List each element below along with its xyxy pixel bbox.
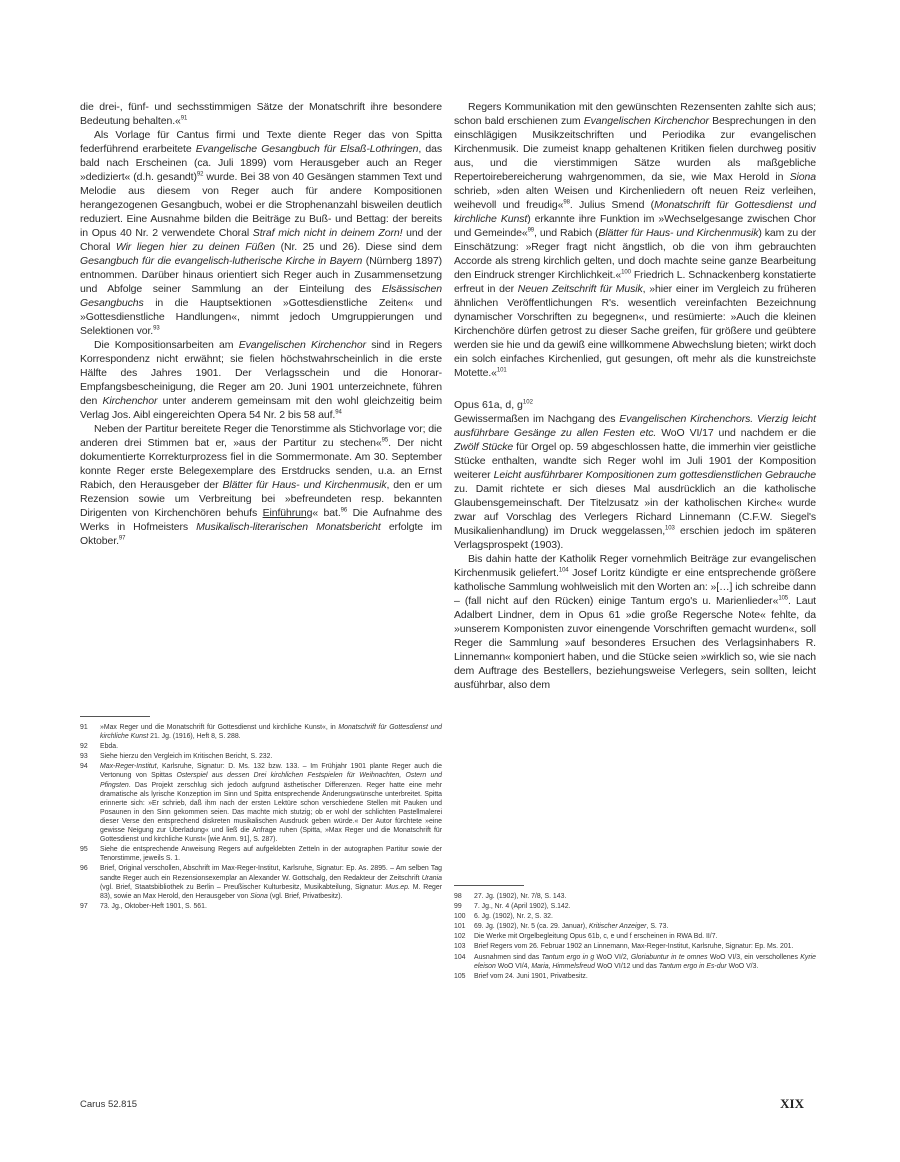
left-text-column <box>80 100 442 548</box>
paragraph: Gewissermaßen im Nachgang des Evangelischen Kirchenchors. Vierzig leicht ausführbare Gesänge zu allen Festen etc. WoO VI/17 und nachdem er die Zwölf Stücke für Orgel op. 59 abgeschlossen hatte, die immerhin vier geistliche Stücke enthalten, wandte sich Reger wohl im Juli 1901 der Komposition weiterer Leicht ausführbarer Kompositionen zum gottesdienstlichen Gebrauche zu. Damit richtete er sich dieses Mal ausdrücklich an die katholische Glaubensgemeinschaft. Der Titelzusatz »in der katholischen Kirche« wurde zwar auf Vorschlag des Verlegers Richard Linnemann (C.F.W. Siegel's Musikalienhandlung) im Druck weggelassen,$^{103}$ erschien jedoch im späteren Verlagsprospekt (1903). <box>454 413 816 551</box>
footnote: 91 »Max Reger und die Monatschrift für Gottesdienst und kirchliche Kunst«, in Monatschrift für Gottesdienst und kirchliche Kunst 21. Jg. (1916), Heft 8, S. 288. <box>80 724 442 741</box>
paragraph: Als Vorlage für Cantus firmi und Texte diente Reger das von Spitta federführend erarbeitete Evangelische Gesangbuch für Elsaß-Lothringen, das bald nach Erscheinen (ca. Juli 1899) vom Herausgeber auch an Reger »dediziert« (d.h. gesandt)$^{92}$ wurde. Bei 38 von 40 Gesängen stammen Text und Melodie aus diesem von Reger auch für andere Kompositionen herangezogenen Gesangbuch, wobei er die Strophenanzahl bisweilen deutlich reduziert. Eine Ausnahme bilden die Beiträge zu Buß- und Bettag: der bereits in Opus 40 Nr. 2 verwendete Choral Straf mich nicht in deinem Zorn! und der Choral Wir liegen hier zu deinen Füßen (Nr. 25 und 26). Diese sind dem Gesangbuch für die evangelisch-lutherische Kirche in Bayern (Nürnberg 1897) entnommen. Darüber hinaus orientiert sich Reger auch in Zusammensetzung und Abfolge seiner Sammlung an der Einteilung des Elsässischen Gesangbuchs in die Hauptsektionen »Gottesdienstliche Zeiten« und »Gottesdienstliche Handlungen«, nimmt jedoch Umgruppierungen und Selektionen vor.$^{93}$ <box>80 129 443 337</box>
publisher-catalog-number: Carus 52.815 <box>80 1099 138 1110</box>
footnote: 96 Brief, Original verschollen, Abschrift im Max-Reger-Institut, Karlsruhe, Signatur: Ep. As. 2895. – Am selben Tag sandte Reger auch ein Rezensionsexemplar an Alexander W. Gottschalg, den Redakteur der Zeitschrift Urania (vgl. Brief, Staatsbibliothek zu Berlin – Preußischer Kulturbesitz, Musikabteilung, Signatur: Mus.ep. M. Reger 83), sowie an Max Herold, den Herausgeber von Siona (vgl. Brief, Privatbesitz). <box>80 865 442 900</box>
footnote: 95 Siehe die entsprechende Anweisung Regers auf aufgeklebten Zetteln in der autographen Partitur sowie der Tenorstimme, jeweils S. 1. <box>80 846 442 863</box>
paragraph: Die Kompositionsarbeiten am Evangelischen Kirchenchor sind in Regers Korrespondenz nicht erwähnt; sie fielen höchstwahrscheinlich in die erste Hälfte des Jahres 1901. Der Verlagsschein und die Honorar-Empfangsbescheinigung, die Reger am 20. Juni 1901 unterzeichnete, führen den Kirchenchor unter anderem gemeinsam mit den wohl gleichzeitig beim Verlag Jos. Aibl eingereichten Opera 54 Nr. 2 bis 58 auf.$^{94}$ <box>80 339 442 421</box>
right-text-column <box>454 100 816 692</box>
footnote: 103 Brief Regers vom 26. Februar 1902 an Linnemann, Max-Reger-Institut, Karlsruhe, Signatur: Ep. Ms. 201. <box>454 943 794 951</box>
footnote: 105 Brief vom 24. Juni 1901, Privatbesitz. <box>454 972 588 980</box>
footnote: 97 73. Jg., Oktober-Heft 1901, S. 561. <box>80 902 207 910</box>
footnotes-right <box>454 885 816 982</box>
footnote: 102 Die Werke mit Orgelbegleitung Opus 61b, c, e und f erscheinen in RWA Bd. II/7. <box>454 933 718 941</box>
paragraph: die drei-, fünf- und sechsstimmigen Sätze der Monatschrift ihre besondere Bedeutung behalten.«$^{91}$ <box>80 101 442 127</box>
paragraph: Regers Kommunikation mit den gewünschten Rezensenten zahlte sich aus; schon bald erschienen zum Evangelischen Kirchenchor Besprechungen in den einschlägigen Musikzeitschriften und Periodika zur evangelischen Kirchenmusik. Die zumeist knapp gehaltenen Kritiken fielen durchweg positiv aus, und die vierstimmigen Sätze wurden als maßgebliche Repertoirebereicherung wahrgenommen, da sie, wie Max Herold in Siona schrieb, »den alten Weisen und Kirchenliedern oft neuen Reiz verleihen, weihevoll und freudig«$^{98}$. Julius Smend (Monatschrift für Gottesdienst und kirchliche Kunst) erkannte ihre Funktion im »Wechselgesange zwischen Chor und Gemeinde«$^{99}$, und Rabich (Blätter für Haus- und Kirchenmusik) kam zu der Einschätzung: »Reger fragt nicht ängstlich, ob die von ihm gebrauchten Accorde als streng kirchlich gelten, und doch machte seine ganze Bearbeitung den Eindruck strenger Kirchlichkeit.«$^{100}$ Friedrich L. Schnackenberg konstatierte erfreut in der Neuen Zeitschrift für Musik, »hier einer im Vergleich zu früheren ähnlichen Veröffentlichungen R's. wesentlich vereinfachten Bezeichnung dynamischer Vorschriften zu begegnen«, und resümierte: »Auch die kleinen Kirchenchöre dürfen getrost zu dieser Sache greifen, für größere und geübtere werden sie hie und da gewiß eine willkommene Abwechslung bieten; wirkt doch ein solch einfaches Kirchenlied, gut gesungen, oft mehr als die kunstreichste Motette.«$^{101}$ <box>454 101 817 379</box>
footnote: 98 27. Jg. (1902), Nr. 7/8, S. 143. <box>454 893 567 900</box>
footnote: 93 Siehe hierzu den Vergleich im Kritischen Bericht, S. 232. <box>80 753 273 761</box>
footnote: 94 Max-Reger-Institut, Karlsruhe, Signatur: D. Ms. 132 bzw. 133. – Im Frühjahr 1901 plante Reger auch die Vertonung von Spittas Osterspiel aus dessen Drei kirchlichen Festspielen für Weihnachten, Ostern und Pfingsten. Das Projekt zerschlug sich jedoch aufgrund ästhetischer Differenzen. Reger hatte eine mehr dramatische als lyrische Konzeption im Sinn und Spitta entsprechende Änderungswünsche unterbreitet. Spitta erinnerte sich: »Er schrieb, daß ihm nach der ersten Lektüre schon verschiedene Stellen mit Pauken und Posaunen in den Sinn gekommen seien. Das machte mich stutzig; ob er wohl der schlichten Pastellmalerei dieser Verse den entsprechend diskreten musikalischen Ausdruck geben würde.« Der Autor fürchtete »eine gewisse Neigung zur Überladung« und ließ die Anfrage ruhen (Spitta, »Max Reger und die Monatschrift für Gottesdienst und kirchliche Kunst« [wie Anm. 91], S. 287). <box>80 763 442 844</box>
paragraph: Bis dahin hatte der Katholik Reger vornehmlich Beiträge zur evangelischen Kirchenmusik geliefert.$^{104}$ Josef Loritz kündigte er eine entsprechende größere katholische Sammlung wohlweislich mit den Worten an: »[…] ich schreibe dann – (fall nicht auf den Rücken) einige Tantum ergo's u. Marienlieder«$^{105}$. Laut Adalbert Lindner, dem in Opus 61 »die große Regersche Note« fehlte, da »unserem Komponisten zuvor einengende Vorschriften gemacht wurden«, soll Reger die Sammlung »auf besonderes Ersuchen des Verlagsinhabers R. Linnemann« komponiert haben, und die Stücke seien »wirklich so, wie sie nach dem Auftrage des Bestellers, beziehungsweise Verlegers, sein sollten, leicht ausführbar, also dem <box>454 553 816 691</box>
footnote: 92 Ebda. <box>80 743 119 751</box>
page-number: XIX <box>780 1096 804 1111</box>
footnotes-left <box>80 716 442 912</box>
footnote: 101 69. Jg. (1902), Nr. 5 (ca. 29. Januar), Kritischer Anzeiger, S. 73. <box>454 923 669 931</box>
paragraph: Neben der Partitur bereitete Reger die Tenorstimme als Stichvorlage vor; die anderen drei Stimmen bat er, »aus der Partitur zu stechen«$^{95}$. Der nicht dokumentierte Korrekturprozess fiel in die Sommermonate. Am 30. September konnte Reger erste Belegexemplare des Erstdrucks senden, u.a. an Ernst Rabich, den Herausgeber der Blätter für Haus- und Kirchenmusik, den er um Rezension sowie um Verbreitung bei »befreundeten resp. bekannten Dirigenten von Kirchenchören behufs Einführung« bat.$^{96}$ Die Aufnahme des Werks in Hofmeisters Musikalisch-literarischen Monatsbericht erfolgte im Oktober.$^{97}$ <box>80 423 443 547</box>
footnote: 100 6. Jg. (1902), Nr. 2, S. 32. <box>454 913 553 921</box>
section-heading: Opus 61a, d, $g^{102}$ <box>454 399 533 411</box>
footnote: 99 7. Jg., Nr. 4 (April 1902), S.142. <box>454 903 571 911</box>
footnote-rule <box>454 885 524 886</box>
footnote: 104 Ausnahmen sind das Tantum ergo in g WoO VI/2, Gloriabuntur in te omnes WoO VI/3, ein verschollenes Kyrie eleison WoO VI/4, Maria, Himmelsfreud WoO VI/12 und das Tantum ergo in Es-dur WoO V/3. <box>454 953 816 970</box>
footnote-rule <box>80 716 150 717</box>
